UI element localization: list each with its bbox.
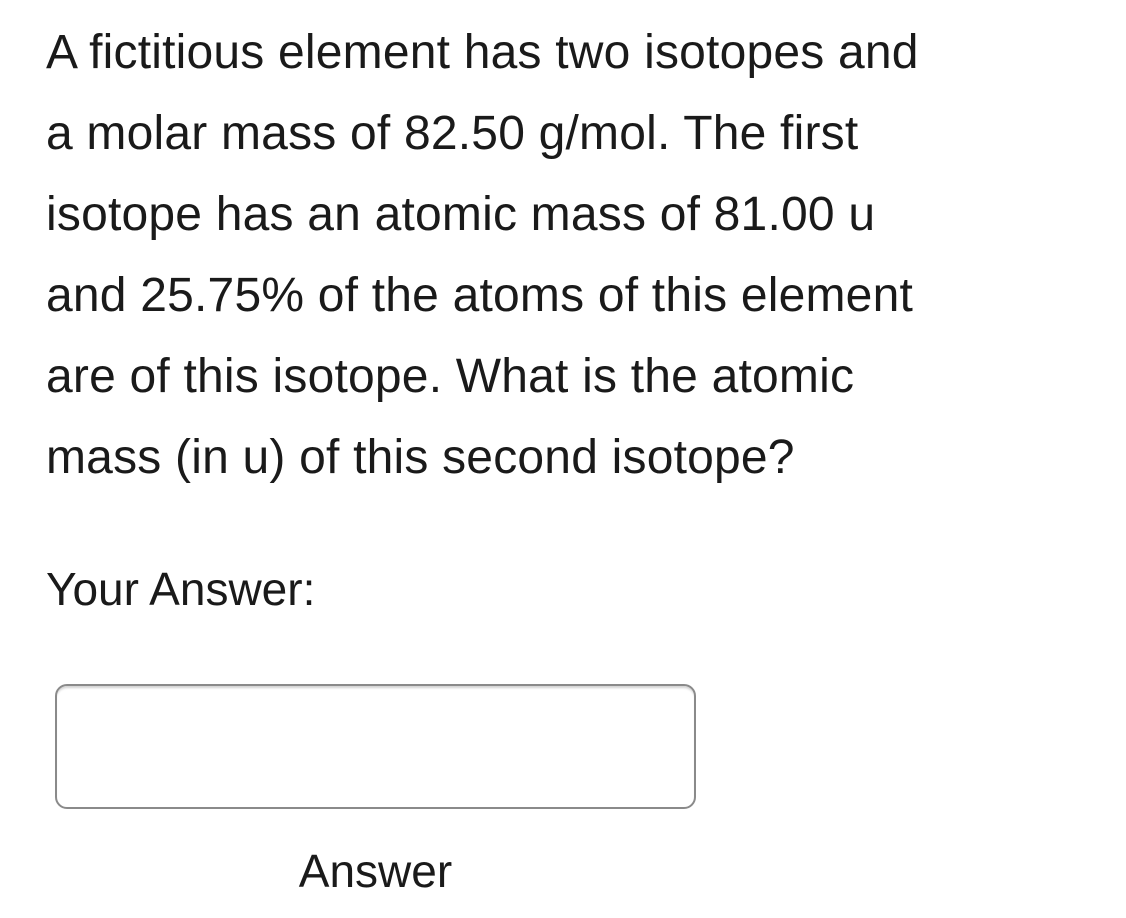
question-text: [46, 12, 1121, 498]
question-line: A fictitious element has two isotopes and: [46, 26, 919, 79]
question-line: isotope has an atomic mass of 81.00 u: [46, 188, 876, 241]
question-line: are of this isotope. What is the atomic: [46, 350, 855, 403]
question-line: mass (in u) of this second isotope?: [46, 431, 795, 484]
answer-caption: Answer: [298, 845, 453, 897]
answer-input[interactable]: [55, 684, 696, 809]
question-line: and 25.75% of the atoms of this element: [46, 269, 913, 322]
answer-label: Your Answer:: [46, 563, 316, 615]
question-line: a molar mass of 82.50 g/mol. The first: [46, 107, 859, 160]
